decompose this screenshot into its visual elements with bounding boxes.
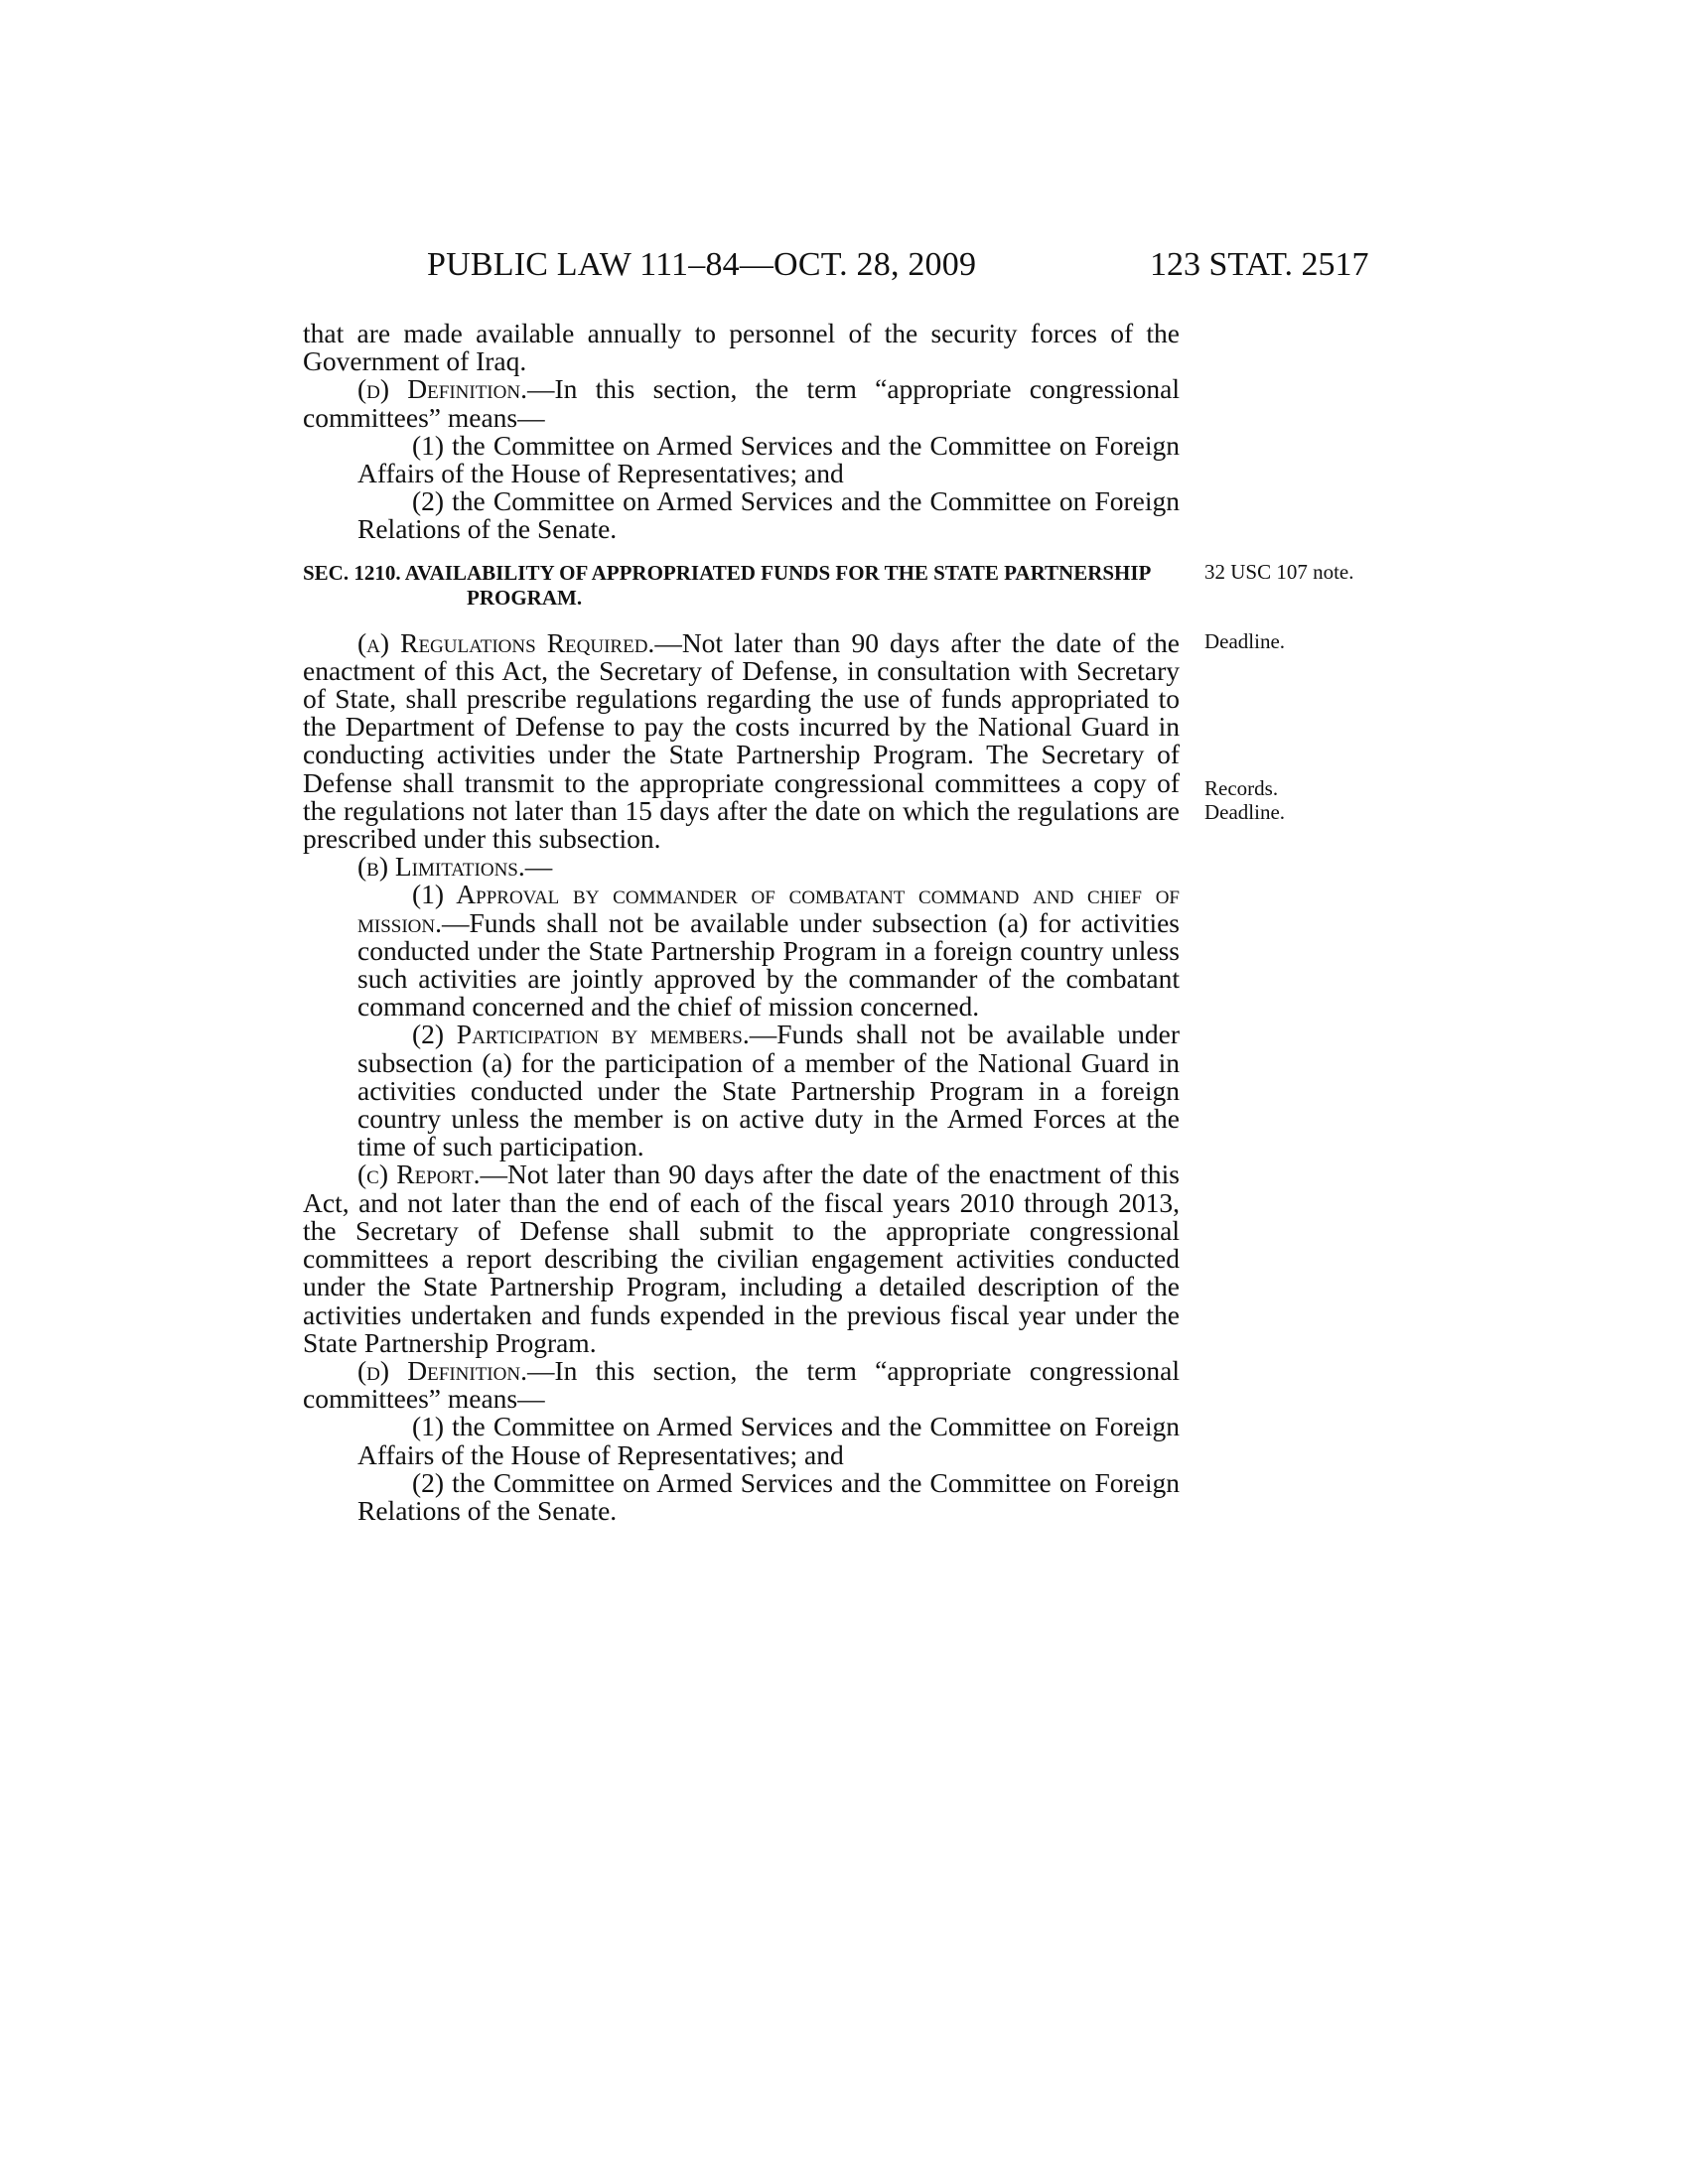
subsection-limitations [303,853,1180,881]
paragraph-text: —Funds shall not be available under subsection (a) for the participation of a member of the National Guard in activities conducted under the State Partnership Program in a foreign country unless the member is on active duty in the Armed Forces at the time of such participation. [357,1019,1181,1162]
subsection-text: —Not later than 90 days after the date of the enactment of this Act, and not later than the end of each of the fiscal years 2010 through 2013, the Secretary of Defense shall submit to the appropriate congressional committees a report describing the civilian engagement activities conducted under the State Partnership Program, including a detailed description of the activities undertaken and funds expended in the previous fiscal year under the State Partnership Program. [303,1159,1180,1358]
paragraph-text: —Funds shall not be available under subsection (a) for activities conducted under the State Partnership Program in a foreign country unless such activities are jointly approved by the commander of the combatant command concerned and the chief of mission concerned. [357,906,1180,1023]
body-text [303,320,1180,1525]
margin-note-usc-citation: 32 USC 107 note. [1204,560,1354,584]
subsection-report [303,1160,1180,1356]
subsection-heading: (d) Definition. [357,373,527,405]
subsection-heading: (a) Regulations Required. [357,626,655,658]
definition-item: (2) the Committee on Armed Services and the Committee on Foreign Relations of the Senate. [357,485,1180,545]
subsection-heading: (c) Report. [357,1159,481,1190]
definition-subsection [303,1354,1180,1415]
definition-item: (2) the Committee on Armed Services and the Committee on Foreign Relations of the Senate. [357,1466,1180,1526]
subsection-text: —In this section, the term “appropriate congressional committees” means— [303,373,1180,433]
paragraph-heading: (1) Approval by commander of combatant command and chief of mission. [357,879,1180,938]
margin-note-deadline: Deadline. [1204,629,1286,653]
paragraph-approval [303,881,1180,1021]
subsection-text: —Not later than 90 days after the date of the enactment of this Act, the Secretary of Defense, in consultation with Secretary of State, shall prescribe regulations regarding the use of funds appropriated to the Department of Defense to pay the costs incurred by the National Guard in conducting activities under the State Partnership Program. The Secretary of Defense shall transmit to the appropriate congressional committees a copy of the regulations not later than 15 days after the date on which the regulations are prescribed under this subsection. [303,626,1180,855]
paragraph-heading: (2) Participation by members. [412,1019,750,1050]
definition-subsection [303,375,1180,431]
section-heading: SEC. 1210. AVAILABILITY OF APPROPRIATED FUNDS FOR THE STATE PARTNERSHIP PROGRAM. [303,560,1151,610]
paragraph-participation [303,1021,1180,1160]
subsection-text: — [524,851,553,883]
definition-item: (1) the Committee on Armed Services and the Committee on Foreign Affairs of the House of Representatives; and [357,1411,1180,1470]
subsection-text: —In this section, the term “appropriate congressional committees” means— [303,1354,1180,1415]
margin-note-records-deadline: Records. Deadline. [1204,776,1286,824]
subsection-regulations [303,626,1180,855]
running-header: PUBLIC LAW 111–84—OCT. 28, 2009 [427,246,977,283]
subsection-heading: (d) Definition. [357,1354,527,1386]
subsection-heading: (b) Limitations. [357,851,525,883]
definition-item: (1) the Committee on Armed Services and the Committee on Foreign Affairs of the House of Representatives; and [357,429,1180,489]
paragraph-continuation: that are made available annually to personnel of the security forces of the Government of Iraq. [303,318,1180,377]
page-number: 123 STAT. 2517 [1150,246,1369,283]
